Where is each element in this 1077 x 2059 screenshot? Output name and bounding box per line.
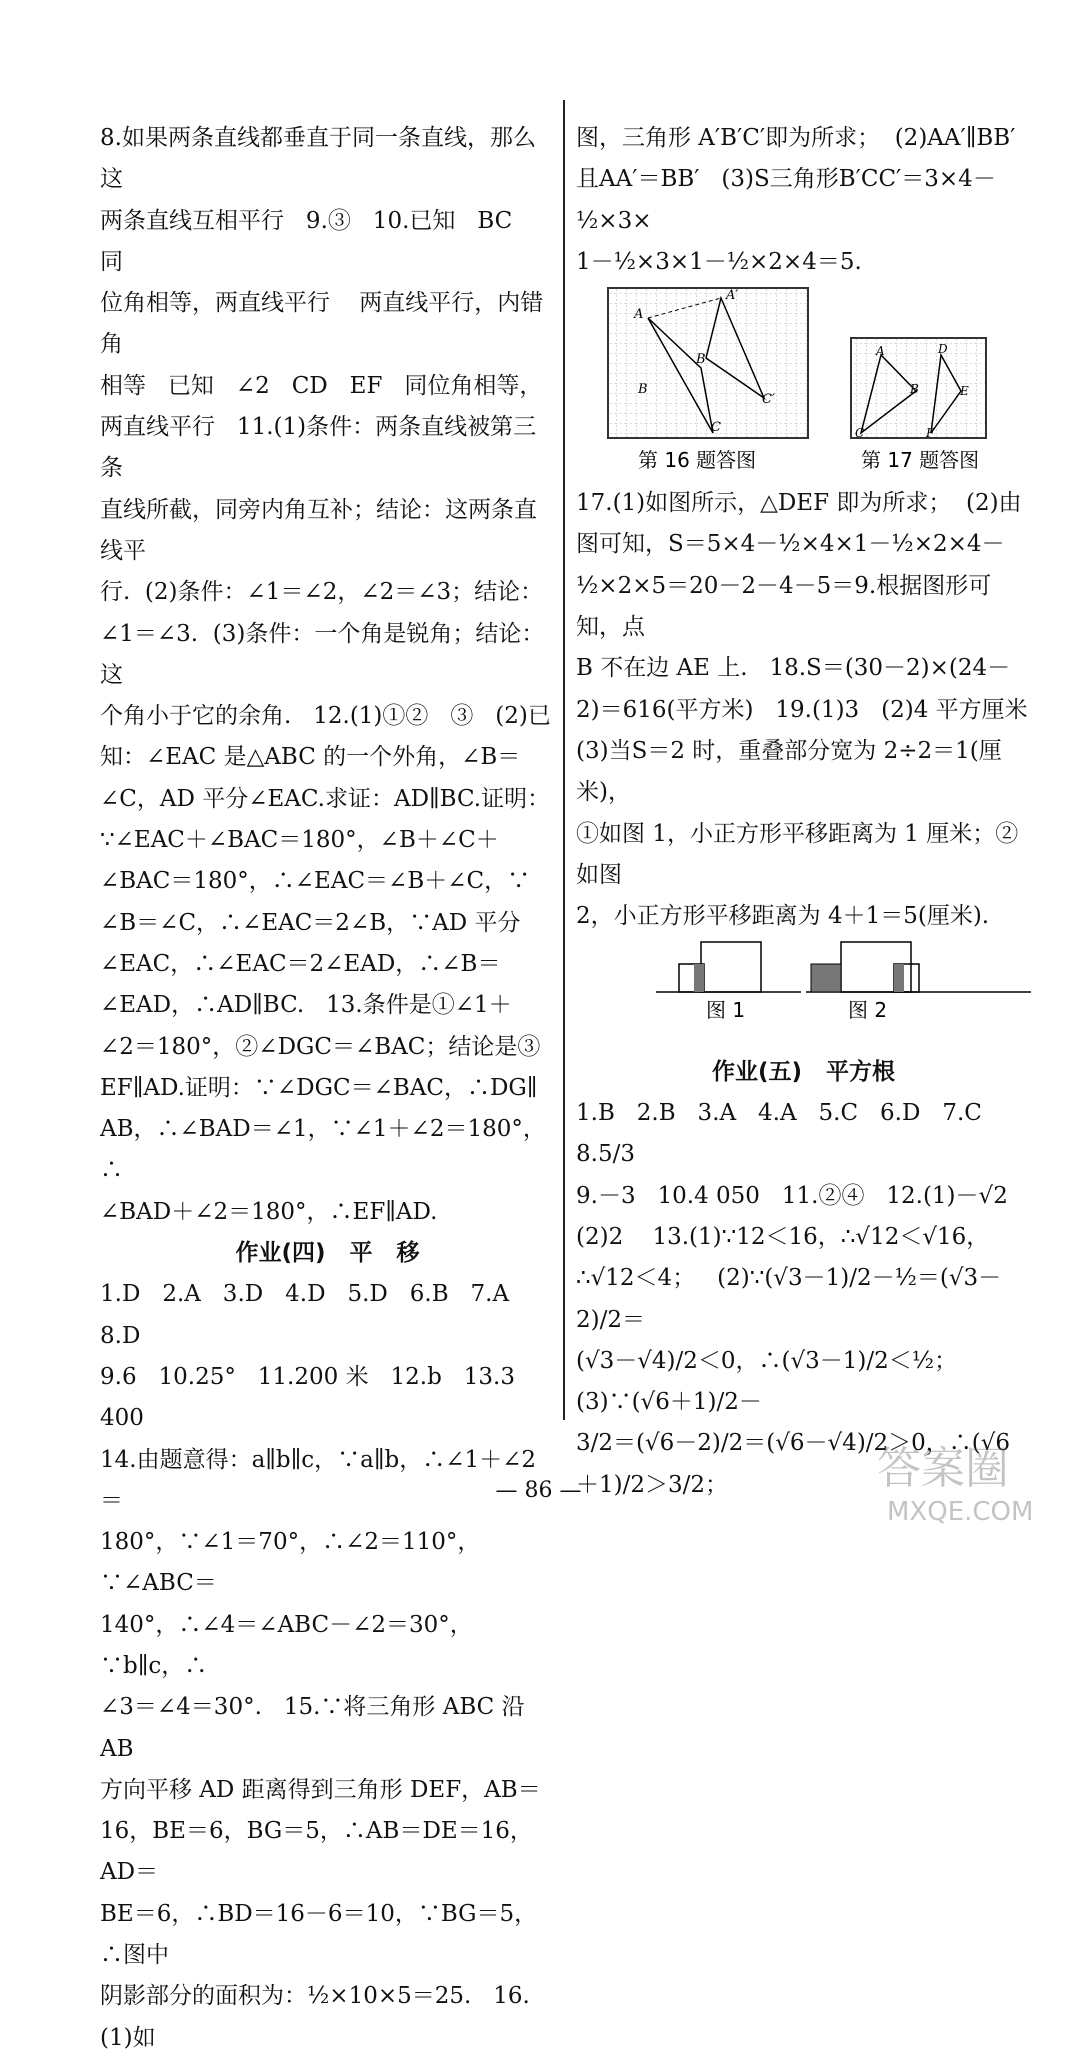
fig17-label-a: A: [876, 344, 885, 359]
right-answers-17-19: [576, 483, 1031, 937]
answer-line: 相等 已知 ∠2 CD EF 同位角相等，: [100, 372, 543, 399]
section-heading-4: 作业(四) 平 移: [235, 1240, 420, 1267]
fig17-caption: 第 17 题答图: [861, 448, 980, 473]
right-column: [576, 118, 1031, 1506]
answer-line: 图，三角形 A′B′C′即为所求； (2)AA′∥BB′: [576, 125, 1016, 151]
fig17-label-b: B: [910, 382, 919, 397]
fig2-small-start: [811, 964, 841, 992]
fig1-caption: 图 1: [706, 998, 746, 1023]
square-figures: [576, 937, 1031, 1037]
fig17-label-f: F: [926, 426, 935, 441]
watermark-logo: [867, 1428, 1057, 1528]
fig16-label-b1: B′: [696, 352, 709, 368]
answer-line: AB，∴∠BAD＝∠1，∵∠1＋∠2＝180°，∴: [100, 1116, 546, 1184]
answer-line: ∴√12＜4； (2)∵(√3－1)/2－½＝(√3－2)/2＝: [576, 1265, 1002, 1333]
answer-line: (3)当S＝2 时，重叠部分宽为 2÷2＝1(厘米)，: [576, 737, 1002, 806]
answer-line: 知：∠EAC 是△ABC 的一个外角，∠B＝: [100, 744, 521, 771]
fig16-label-b: B: [638, 382, 648, 398]
answer-line: 两直线平行 11.(1)条件：两条直线被第三条: [100, 414, 537, 482]
answer-line: B 不在边 AE 上. 18.S＝(30－2)×(24－: [576, 655, 1011, 682]
answer-line: (√3－√4)/2＜0，∴(√3－1)/2＜½； (3)∵(√6＋1)/2－: [576, 1347, 980, 1416]
fig16-caption: 第 16 题答图: [638, 448, 757, 473]
answer-line: ∠3＝∠4＝30°. 15.∵将三角形 ABC 沿 AB: [100, 1694, 532, 1762]
answer-line: EF∥AD.证明：∵∠DGC＝∠BAC，∴DG∥: [100, 1074, 538, 1101]
answer-line: ∠2＝180°，②∠DGC＝∠BAC；结论是③: [100, 1033, 541, 1060]
fig16-label-c: C: [711, 420, 721, 436]
fig2-caption: 图 2: [848, 998, 888, 1023]
figures-16-17: [576, 283, 1031, 483]
answer-line: 1.B 2.B 3.A 4.A 5.C 6.D 7.C 8.5/3: [576, 1100, 1004, 1168]
fig1-overlap: [694, 964, 704, 992]
left-answers-4: [100, 1274, 555, 2059]
left-answers-3: [100, 118, 555, 1233]
answer-line: 17.(1)如图所示，△DEF 即为所求； (2)由: [576, 490, 1022, 517]
fig16-label-a1: A′: [726, 288, 739, 304]
right-answers-16: [576, 118, 1031, 283]
answer-line: 16，BE＝6，BG＝5，∴AB＝DE＝16，AD＝: [100, 1818, 533, 1886]
answer-line: 140°，∴∠4＝∠ABC－∠2＝30°，∵b∥c，∴: [100, 1611, 473, 1679]
answer-line: ∵∠EAC＋∠BAC＝180°，∠B＋∠C＋: [100, 827, 499, 854]
answer-line: 直线所截，同旁内角互补；结论：这两条直线平: [100, 496, 537, 564]
answer-line: 14.由题意得：a∥b∥c，∵a∥b，∴∠1＋∠2＝: [100, 1446, 537, 1514]
answer-line: ∠C，AD 平分∠EAC.求证：AD∥BC.证明：: [100, 785, 551, 812]
answer-line: 方向平移 AD 距离得到三角形 DEF，AB＝: [100, 1776, 541, 1803]
answer-line: ∠EAD，∴AD∥BC. 13.条件是①∠1＋: [100, 992, 512, 1019]
answer-line: 8.如果两条直线都垂直于同一条直线，那么这: [100, 125, 536, 193]
answer-line: 2)＝616(平方米) 19.(1)3 (2)4 平方厘米: [576, 696, 1028, 723]
answer-line: ∠1＝∠3. (3)条件：一个角是锐角；结论：这: [100, 620, 545, 688]
answer-line: 1－½×3×1－½×2×4＝5.: [576, 248, 862, 275]
svg-text:答案圈: 答案圈: [877, 1443, 1009, 1494]
answer-line: (2)2 13.(1)∵12＜16，∴√12＜√16，: [576, 1223, 990, 1250]
answer-line: 位角相等，两直线平行 两直线平行，内错角: [100, 290, 544, 358]
answer-line: 且AA′＝BB′ (3)S三角形B′CC′＝3×4－½×3×: [576, 166, 996, 234]
answer-line: 行. (2)条件：∠1＝∠2，∠2＝∠3；结论：: [100, 579, 544, 606]
answer-line: 1.D 2.A 3.D 4.D 5.D 6.B 7.A 8.D: [100, 1281, 532, 1349]
fig1-big-square: [701, 942, 761, 992]
answer-line: 3/2＝(√6－2)/2＝(√6－√4)/2＞0，∴(√6＋1)/2＞3/2；: [576, 1430, 1011, 1498]
answer-line: BE＝6，∴BD＝16－6＝10，∵BG＝5，∴图中: [100, 1900, 538, 1969]
fig2-overlap: [894, 964, 904, 992]
answer-line: ½×2×5＝20－2－4－5＝9.根据图形可知，点: [576, 572, 992, 641]
answer-line: 2，小正方形平移距离为 4＋1＝5(厘米).: [576, 903, 990, 930]
answer-line: 图可知，S＝5×4－½×4×1－½×2×4－: [576, 531, 1005, 558]
fig16-label-a: A: [634, 307, 644, 323]
answer-line: ①如图 1，小正方形平移距离为 1 厘米；②如图: [576, 820, 1019, 888]
section-heading-5: 作业(五) 平方根: [711, 1058, 896, 1085]
fig17-label-c: C: [855, 426, 865, 441]
answer-line: 9.6 10.25° 11.200 米 12.b 13.3 400: [100, 1363, 523, 1432]
fig16-label-c1: C′: [762, 392, 775, 408]
answer-line: 阴影部分的面积为：½×10×5＝25. 16.(1)如: [100, 1983, 530, 2051]
answer-line: 180°，∵∠1＝70°，∴∠2＝110°，∵∠ABC＝: [100, 1529, 481, 1597]
svg-text:MXQE.COM: MXQE.COM: [887, 1497, 1034, 1527]
left-column: [100, 118, 555, 2059]
answer-line: 个角小于它的余角. 12.(1)①② ③ (2)已: [100, 703, 551, 730]
answer-line: 两条直线互相平行 9.③ 10.已知 BC 同: [100, 207, 535, 275]
answer-line: ∠BAC＝180°，∴∠EAC＝∠B＋∠C，∵: [100, 868, 531, 895]
answer-line: 9.－3 10.4 050 11.②④ 12.(1)－√2: [576, 1182, 1008, 1209]
answer-line: ∠EAC，∴∠EAC＝2∠EAD，∴∠B＝: [100, 950, 501, 977]
page-number: — 86 —: [495, 1478, 582, 1503]
column-divider: [563, 100, 565, 1420]
answer-line: ∠B＝∠C，∴∠EAC＝2∠B，∵AD 平分: [100, 909, 521, 936]
fig17-label-d: D: [938, 342, 948, 357]
fig17-label-e: E: [960, 384, 969, 399]
answer-line: ∠BAD＋∠2＝180°，∴EF∥AD.: [100, 1198, 438, 1225]
grid-figures: [576, 283, 1031, 483]
